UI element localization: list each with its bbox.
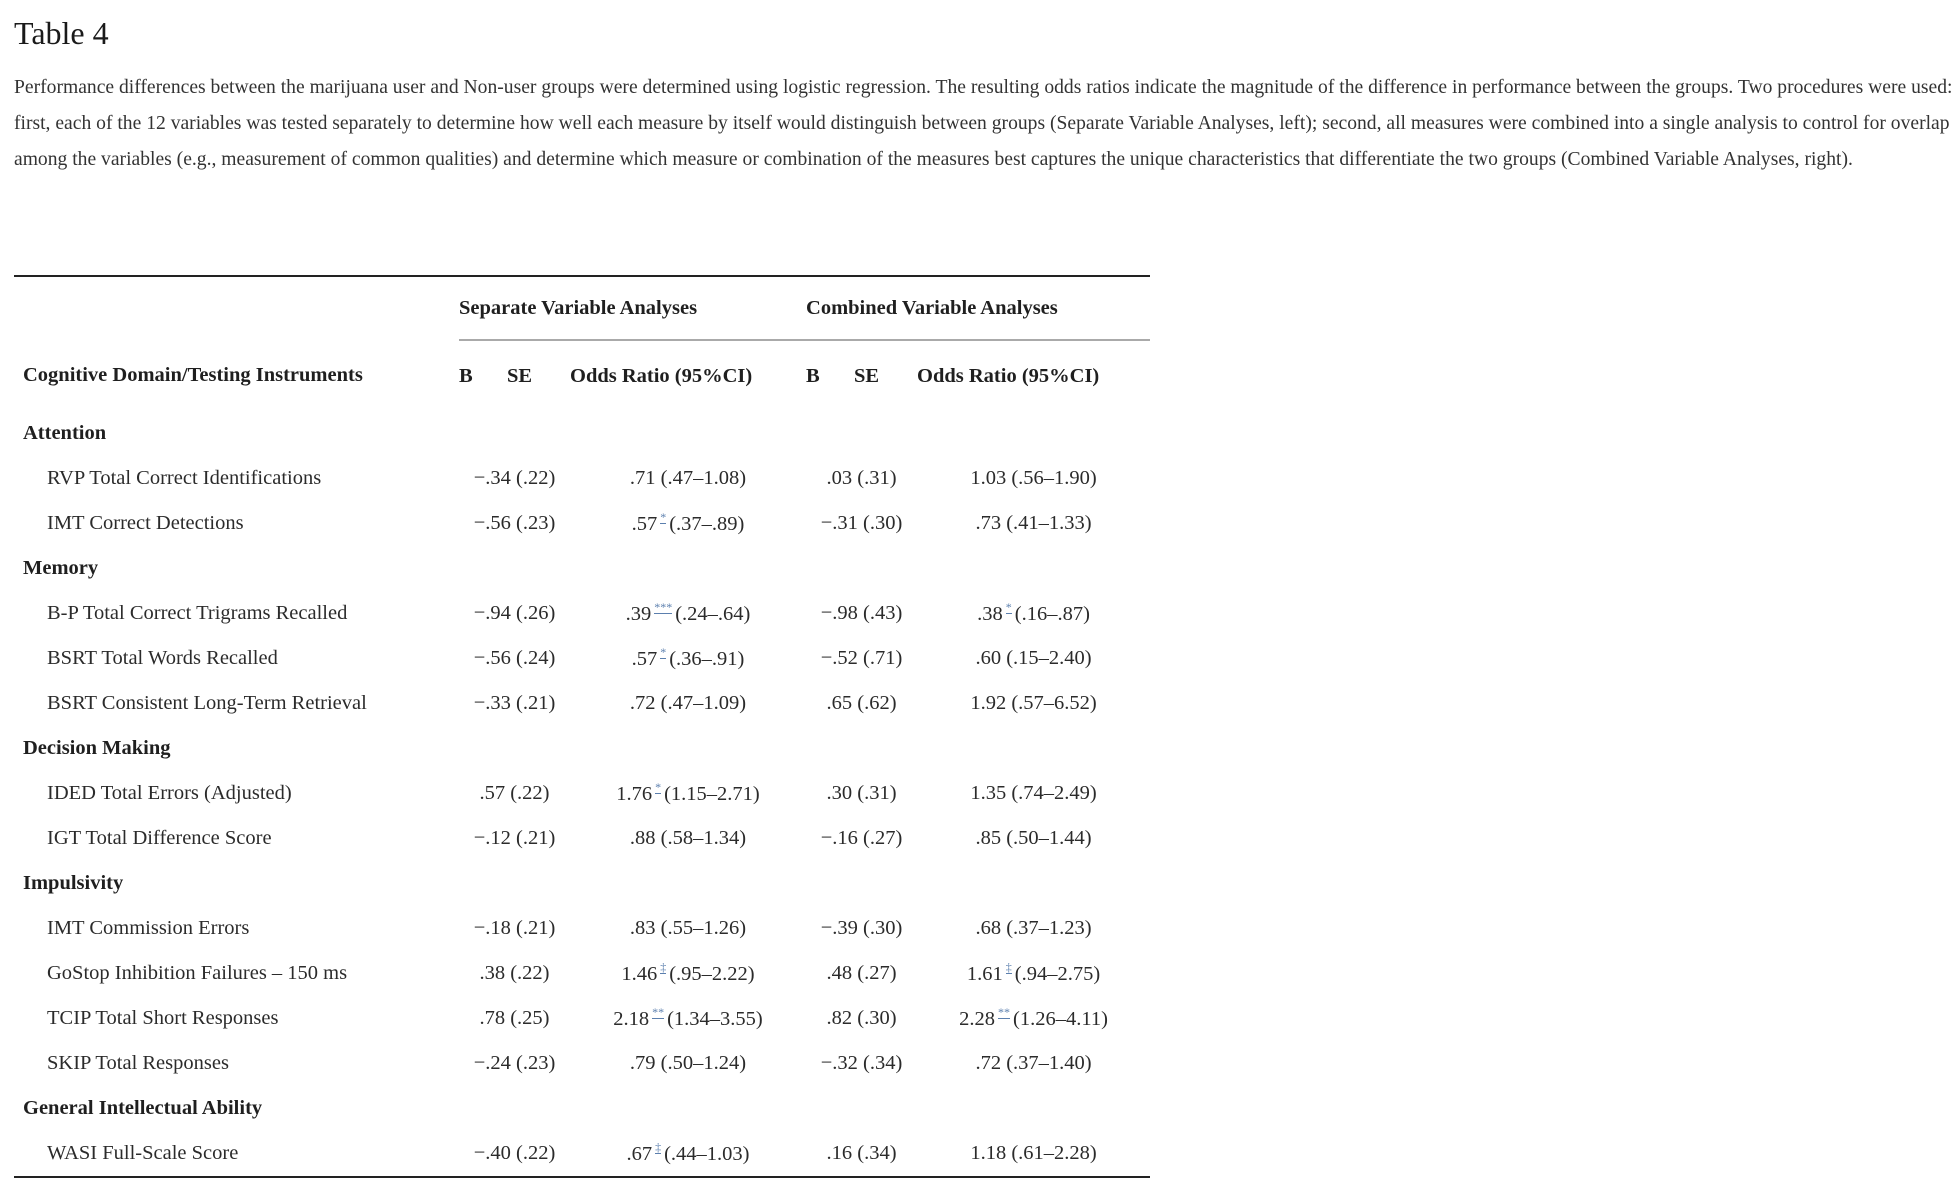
significance-footnote-link[interactable]: * [660,509,667,524]
comb-odds-ratio-value: 1.18 [970,1142,1007,1164]
sep-odds-ratio-value: .71 [629,467,656,489]
comb-b-se-cell: .03 (.31) [826,467,897,489]
category-row [14,1086,1150,1131]
column-header-comb-or: Odds Ratio (95%CI) [917,364,1100,387]
sep-confidence-interval: (1.34–3.55) [667,1007,763,1030]
comb-odds-ratio-value: .73 [975,512,1002,534]
results-table [14,275,1150,1178]
sep-odds-ratio-cell [570,906,806,951]
comb-b-se-cell: .48 (.27) [826,962,897,984]
comb-confidence-interval: (1.26–4.11) [1013,1007,1108,1030]
sep-odds-ratio-value: .57 [631,647,658,670]
comb-confidence-interval: (.74–2.49) [1011,782,1097,804]
comb-confidence-interval: (.56–1.90) [1011,467,1097,489]
instrument-label: BSRT Consistent Long-Term Retrieval [47,692,367,714]
sep-odds-ratio-cell [570,771,806,816]
sep-b-se-cell: .78 (.25) [479,1007,550,1029]
group-header-combined: Combined Variable Analyses [806,276,1150,340]
instrument-label: IMT Correct Detections [47,512,244,534]
table-caption: Performance differences between the marijuana user and Non-user groups were determined using logistic regression. The resulting odds ratios indicate the magnitude of the difference in performance between the groups. Two procedures were used: first, each of the 12 variables was tested separately to determine how well each measure by itself would distinguish between groups (Separate Variable Analyses, left); second, all measures were combined into a single analysis to control for overlap among the variables (e.g., measurement of common qualities) and determine which measure or combination of the measures best captures the unique characteristics that differentiate the two groups (Combined Variable Analyses, right). [14,77,1953,170]
sep-odds-ratio-cell [570,681,806,726]
instrument-label: GoStop Inhibition Failures – 150 ms [47,962,348,984]
comb-confidence-interval: (.57–6.52) [1011,692,1097,714]
category-label: Decision Making [23,737,171,759]
sep-b-se-cell: −.56 (.23) [473,512,556,534]
sep-odds-ratio-cell [570,951,806,996]
sep-odds-ratio-cell [570,501,806,546]
instrument-label: SKIP Total Responses [47,1052,229,1074]
comb-odds-ratio-cell [917,501,1150,546]
table-row [14,591,1150,636]
comb-odds-ratio-cell [917,591,1150,636]
column-header-sep-b: B [459,364,473,387]
sep-confidence-interval: (.24–.64) [675,602,751,625]
table-row [14,906,1150,951]
comb-odds-ratio-cell [917,996,1150,1041]
sep-b-se-cell: −.34 (.22) [473,467,556,489]
category-row [14,411,1150,456]
sep-b-se-cell: .38 (.22) [479,962,550,984]
sep-confidence-interval: (1.15–2.71) [664,782,760,805]
comb-b-se-cell: −.32 (.34) [820,1052,903,1074]
table-row [14,456,1150,501]
category-row [14,861,1150,906]
comb-confidence-interval: (.16–.87) [1014,602,1090,625]
table-body [14,411,1150,1177]
sep-b-se-cell: −.33 (.21) [473,692,556,714]
table-row [14,816,1150,861]
sep-odds-ratio-value: .88 [629,827,656,849]
group-header-separate: Separate Variable Analyses [459,276,806,340]
sep-odds-ratio-value: .83 [629,917,656,939]
sep-odds-ratio-cell [570,1041,806,1086]
instrument-label: TCIP Total Short Responses [47,1007,279,1029]
comb-odds-ratio-cell [917,681,1150,726]
significance-footnote-link[interactable]: ‡ [655,1139,662,1154]
sep-confidence-interval: (.47–1.09) [660,692,747,714]
sep-b-se-cell: −.40 (.22) [459,1131,570,1177]
comb-odds-ratio-value: 1.61 [966,962,1003,985]
comb-odds-ratio-value: .38 [977,602,1003,625]
sep-b-se-cell: −.94 (.26) [473,602,556,624]
comb-odds-ratio-value: 1.92 [970,692,1007,714]
group-header-row [14,276,1150,340]
column-header-comb-se: SE [854,364,880,387]
comb-odds-ratio-value: .72 [975,1052,1002,1074]
instrument-label: IGT Total Difference Score [47,827,272,849]
comb-odds-ratio-cell [917,951,1150,996]
comb-odds-ratio-value: 1.03 [970,467,1007,489]
comb-odds-ratio-value: .85 [975,827,1002,849]
comb-b-se-cell: .30 (.31) [826,782,897,804]
sep-odds-ratio-value: 1.76 [616,782,653,805]
table-title: Table 4 [14,15,109,51]
sep-odds-ratio-cell [570,996,806,1041]
comb-confidence-interval: (.94–2.75) [1014,962,1101,985]
column-header-row [14,340,1150,411]
sep-confidence-interval: (.37–.89) [669,512,745,535]
sep-confidence-interval: (.44–1.03) [664,1142,750,1165]
table-row [14,636,1150,681]
category-label: Memory [23,557,99,579]
comb-confidence-interval: (.37–1.23) [1006,917,1092,939]
sep-odds-ratio-cell [570,591,806,636]
comb-odds-ratio-cell [917,906,1150,951]
sep-odds-ratio-cell [570,456,806,501]
table-row [14,501,1150,546]
column-header-label: Cognitive Domain/Testing Instruments [23,364,363,386]
sep-odds-ratio-value: 1.46 [621,962,658,985]
sep-odds-ratio-value: .67 [626,1142,653,1165]
comb-odds-ratio-value: .68 [975,917,1002,939]
comb-odds-ratio-cell [917,771,1150,816]
category-row [14,726,1150,771]
category-label: Impulsivity [23,872,124,894]
sep-odds-ratio-value: 2.18 [613,1007,650,1030]
significance-footnote-link[interactable]: * [1005,599,1012,614]
comb-b-se-cell: −.52 (.71) [820,647,903,669]
sep-odds-ratio-value: .39 [625,602,652,625]
table-row [14,1131,1150,1177]
significance-footnote-link[interactable]: * [660,644,667,659]
sep-b-se-cell: .57 (.22) [479,782,550,804]
category-label: General Intellectual Ability [23,1097,263,1119]
sep-b-se-cell: −.56 (.24) [473,647,556,669]
comb-confidence-interval: (.61–2.28) [1011,1142,1097,1164]
instrument-label: IDED Total Errors (Adjusted) [47,782,292,804]
instrument-label: WASI Full-Scale Score [14,1131,459,1177]
significance-footnote-link[interactable]: ‡ [660,959,667,974]
sep-odds-ratio-cell [570,1131,806,1177]
comb-odds-ratio-cell [917,1041,1150,1086]
comb-odds-ratio-value: 1.35 [970,782,1007,804]
significance-footnote-link[interactable]: ** [652,1004,665,1019]
results-table-container [14,275,1150,1178]
instrument-label: BSRT Total Words Recalled [47,647,278,669]
comb-b-se-cell: −.39 (.30) [820,917,903,939]
comb-confidence-interval: (.15–2.40) [1006,647,1092,669]
comb-odds-ratio-value: 2.28 [959,1007,996,1030]
comb-odds-ratio-value: .60 [975,647,1002,669]
comb-confidence-interval: (.41–1.33) [1006,512,1092,534]
sep-b-se-cell: −.18 (.21) [473,917,556,939]
column-header-comb-b: B [806,364,820,387]
comb-b-se-cell: −.16 (.27) [820,827,903,849]
significance-footnote-link[interactable]: ** [998,1004,1011,1019]
sep-confidence-interval: (.50–1.24) [660,1052,747,1074]
category-label: Attention [23,422,107,444]
sep-odds-ratio-cell [570,636,806,681]
sep-odds-ratio-value: .72 [629,692,656,714]
sep-odds-ratio-cell [570,816,806,861]
sep-confidence-interval: (.36–.91) [669,647,745,670]
table-row [14,681,1150,726]
column-header-sep-or: Odds Ratio (95%CI) [570,364,753,387]
comb-odds-ratio-cell [917,1131,1150,1177]
table-row [14,951,1150,996]
sep-odds-ratio-value: .57 [631,512,658,535]
table-row [14,771,1150,816]
comb-b-se-cell: −.31 (.30) [820,512,903,534]
sep-confidence-interval: (.58–1.34) [660,827,747,849]
significance-footnote-link[interactable]: ‡ [1005,959,1012,974]
table-row [14,1041,1150,1086]
comb-b-se-cell: −.98 (.43) [820,602,903,624]
comb-confidence-interval: (.37–1.40) [1006,1052,1092,1074]
comb-b-se-cell: .16 (.34) [806,1131,917,1177]
comb-b-se-cell: .65 (.62) [826,692,897,714]
comb-odds-ratio-cell [917,816,1150,861]
category-row [14,546,1150,591]
significance-footnote-link[interactable]: * [655,779,662,794]
sep-odds-ratio-value: .79 [629,1052,656,1074]
column-header-sep-se: SE [507,364,533,387]
sep-confidence-interval: (.95–2.22) [669,962,755,985]
table-row [14,996,1150,1041]
instrument-label: B-P Total Correct Trigrams Recalled [47,602,348,624]
sep-b-se-cell: −.12 (.21) [473,827,556,849]
group-header-empty [14,276,459,340]
comb-confidence-interval: (.50–1.44) [1006,827,1092,849]
sep-confidence-interval: (.55–1.26) [660,917,747,939]
comb-odds-ratio-cell [917,636,1150,681]
instrument-label: RVP Total Correct Identifications [47,467,322,489]
sep-confidence-interval: (.47–1.08) [660,467,747,489]
sep-b-se-cell: −.24 (.23) [473,1052,556,1074]
comb-b-se-cell: .82 (.30) [826,1007,897,1029]
significance-footnote-link[interactable]: *** [654,599,673,614]
comb-odds-ratio-cell [917,456,1150,501]
instrument-label: IMT Commission Errors [47,917,250,939]
